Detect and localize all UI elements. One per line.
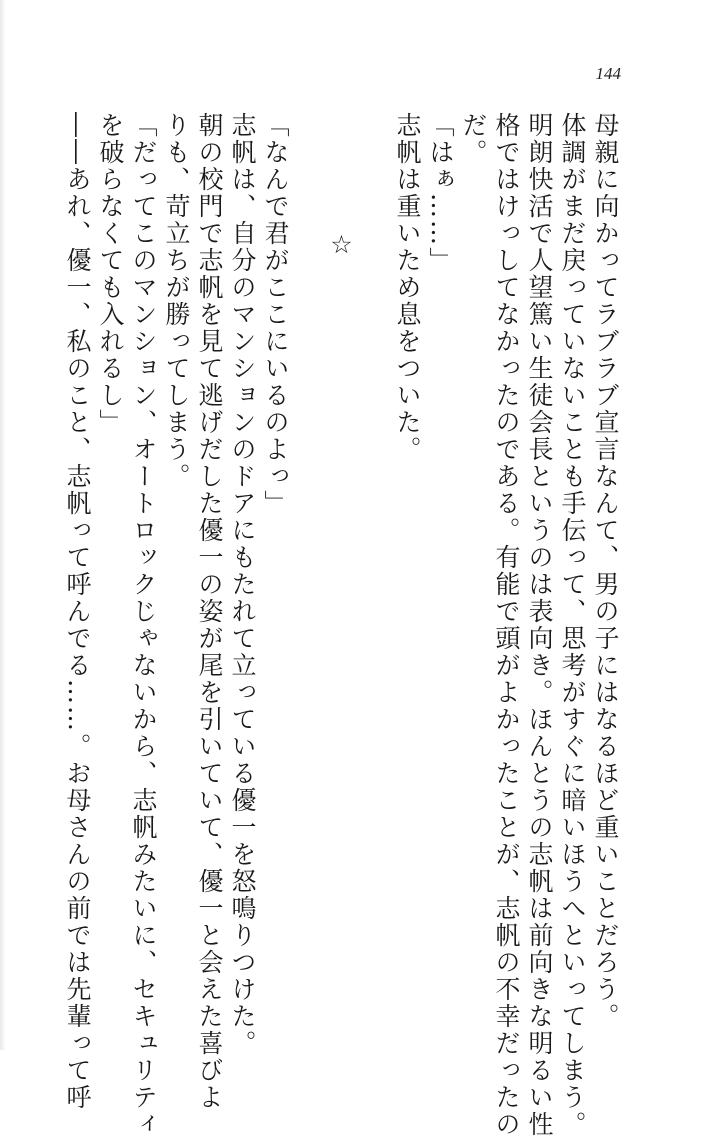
blank-line: [358, 112, 391, 992]
text-line-2: 体調がまだ戻っていないことも手伝って、思考がすぐに暗いほうへといってしまう。: [558, 112, 587, 1138]
blank-line: [292, 112, 325, 992]
text-line-12: 「だってこのマンション、オートロックじゃないから、志帆みたいに、セキュリティ: [129, 112, 158, 1138]
text-line-1: 母親に向かってラブラブ宣言なんて、男の子にはなるほど重いことだろう。: [591, 112, 620, 1030]
text-line-10: 朝の校門で志帆を見て逃げだした優一の姿が尾を引いていて、優一と会えた喜びよ: [195, 112, 224, 1111]
text-line-5: だ。: [459, 112, 488, 166]
text-line-6: 「はぁ……」: [426, 112, 455, 274]
text-line-14: ――あれ、優一、私のこと、志帆って呼んでる……。お母さんの前では先輩って呼: [63, 112, 92, 1111]
text-line-11: りも、苛立ちが勝ってしまう。: [162, 112, 191, 490]
page-gutter-shadow: [0, 0, 6, 1050]
section-break-star: ☆: [327, 230, 356, 261]
text-line-8: 「なんで君がここにいるのよっ」: [261, 112, 290, 517]
text-line-9: 志帆は、自分のマンションのドアにもたれて立っている優一を怒鳴りつけた。: [228, 112, 257, 1057]
text-line-13: を破らなくても入れるし」: [96, 112, 125, 436]
text-line-7: 志帆は重いため息をついた。: [393, 112, 422, 463]
page-number: 144: [595, 64, 621, 83]
vertical-text-body: [63, 112, 622, 1138]
text-line-3: 明朗快活で人望篤い生徒会長というのは表向き。ほんとうの志帆は前向きな明るい性: [525, 112, 554, 1138]
text-line-4: 格ではけっしてなかったのである。有能で頭がよかったことが、志帆の不幸だったの: [492, 112, 521, 1138]
